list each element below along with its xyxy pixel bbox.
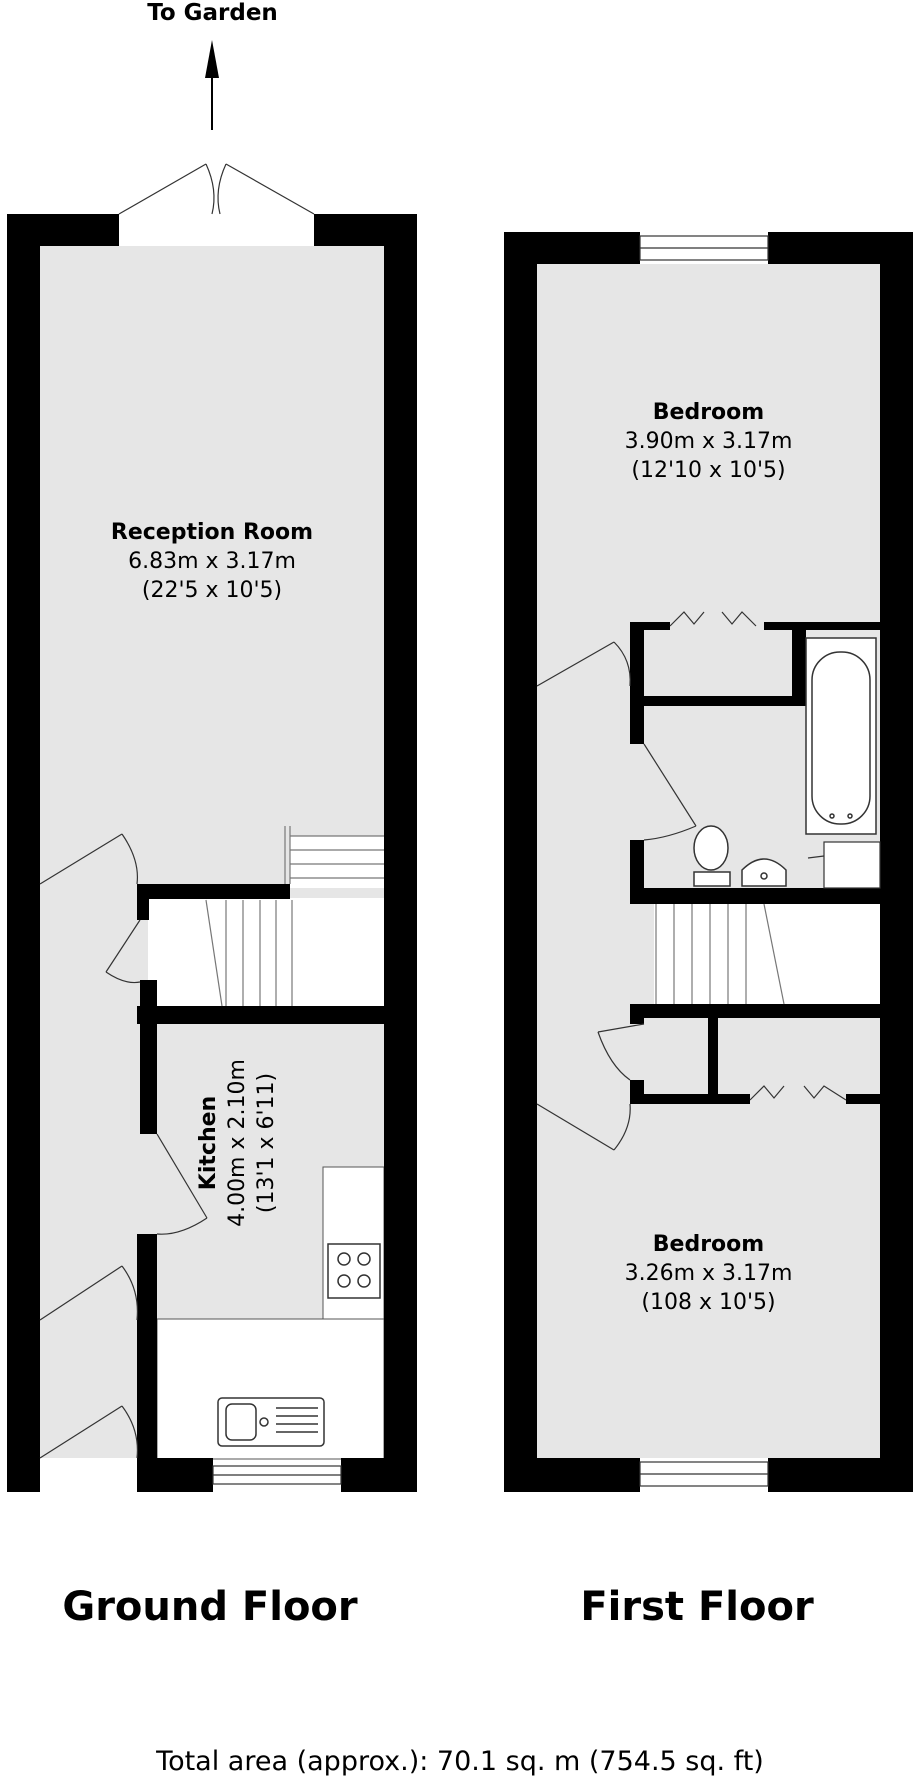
first-bottom-window [640, 1462, 768, 1486]
ground-left-wall [7, 214, 40, 1492]
cupboard-right-wall [792, 622, 806, 706]
first-right-wall [880, 232, 913, 1492]
kitchen-imperial: (13'1 x 6'11) [254, 1072, 279, 1214]
garden-arrow-icon [205, 40, 219, 130]
stair-wall-stub [137, 884, 149, 920]
reception-room-name: Reception Room [110, 520, 314, 545]
stair-wall-horizontal [137, 884, 290, 899]
first-left-wall [504, 232, 537, 1492]
bedroom-2-metric: 3.26m x 3.17m [624, 1261, 793, 1286]
cupboard2-wall-mid [708, 1018, 718, 1096]
first-bottom-wall-right [768, 1458, 913, 1492]
cupboard-white [644, 630, 792, 700]
reception-room-label [40, 518, 384, 605]
bedroom-1-label [537, 398, 880, 485]
first-top-wall-right [768, 232, 913, 264]
first-floor-label: First Floor [580, 1584, 814, 1630]
landing-wall-stub [630, 1004, 644, 1024]
ground-floor-plan [7, 40, 417, 1492]
ground-bottom-wall-left [7, 1458, 40, 1492]
garden-french-doors [119, 164, 314, 214]
bedroom-2-name: Bedroom [652, 1232, 765, 1257]
hob-icon [328, 1244, 380, 1298]
reception-room-imperial: (22'5 x 10'5) [141, 578, 283, 603]
bedroom-2-label [537, 1230, 880, 1317]
kitchen-left-wall-lower [137, 1234, 157, 1458]
cupboard2-bottom-wall-right [846, 1094, 880, 1104]
ground-bottom-wall-mid [137, 1458, 213, 1492]
cupboard2-bottom-wall-left [630, 1094, 750, 1104]
toilet-icon [694, 826, 730, 886]
bathroom-bottom-wall [630, 888, 880, 904]
ground-bottom-wall-right [341, 1458, 417, 1492]
bathroom-left-wall-upper [630, 622, 644, 744]
under-stairs-area [148, 898, 384, 1006]
reception-room-metric: 6.83m x 3.17m [128, 549, 296, 574]
upper-stairs-area [290, 836, 384, 888]
sink-icon [218, 1398, 324, 1446]
total-area-text: Total area (approx.): 70.1 sq. m (754.5 sq. ft) [156, 1746, 764, 1777]
bedroom-1-imperial: (12'10 x 10'5) [631, 458, 786, 483]
first-top-wall-left [504, 232, 640, 264]
bath-icon [806, 638, 876, 834]
landing-wall [630, 1004, 880, 1018]
kitchen-metric: 4.00m x 2.10m [225, 1059, 250, 1227]
ground-top-wall-right [314, 214, 417, 246]
kitchen-label [194, 1033, 284, 1253]
kitchen-name: Kitchen [196, 1095, 221, 1191]
kitchen-window [213, 1466, 341, 1484]
garden-label: To Garden [147, 0, 278, 26]
ground-top-wall-left [7, 214, 119, 246]
bedroom-2-imperial: (108 x 10'5) [641, 1290, 776, 1315]
first-bottom-wall-left [504, 1458, 640, 1492]
hall-wall-upper [140, 982, 148, 1008]
bedroom-1-name: Bedroom [652, 400, 765, 425]
bedroom-1-metric: 3.90m x 3.17m [624, 429, 793, 454]
kitchen-top-wall [137, 1006, 384, 1024]
bathroom-top-wall-right [764, 622, 880, 630]
first-top-window [640, 236, 768, 260]
cupboard-bottom-wall [644, 696, 800, 706]
ground-floor-label: Ground Floor [62, 1584, 358, 1630]
ground-right-wall [384, 214, 417, 1492]
